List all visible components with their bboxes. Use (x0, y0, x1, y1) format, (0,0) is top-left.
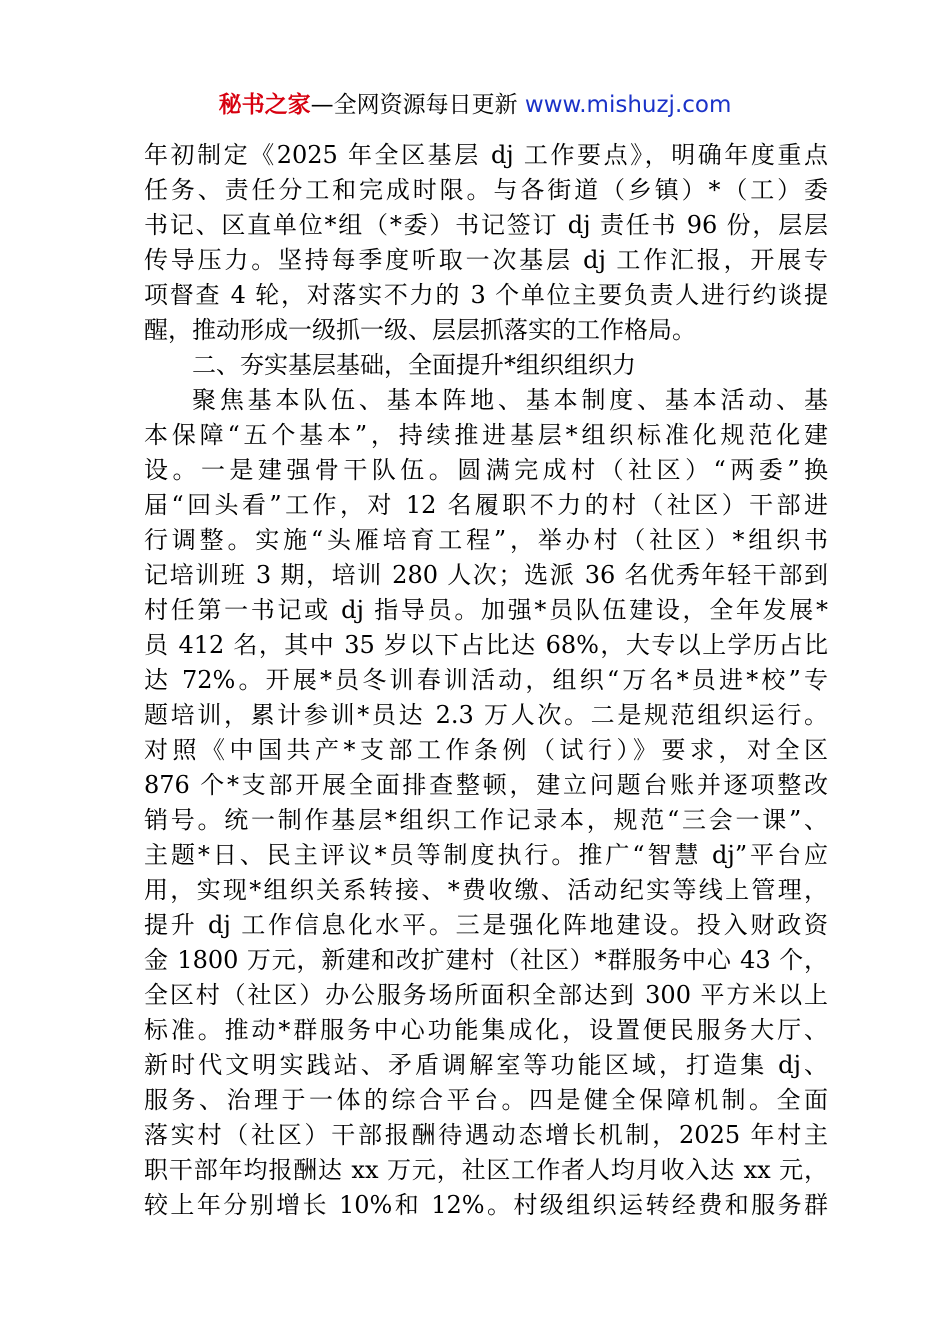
text-line: 服务、治理于一体的综合平台。四是健全保障机制。全面 (144, 1086, 828, 1114)
text-line: 职干部年均报酬达 xx 万元，社区工作者人均月收入达 xx 元， (144, 1156, 828, 1184)
text-line: 金 1800 万元，新建和改扩建村（社区）*群服务中心 43 个， (144, 946, 828, 974)
document-body (144, 138, 828, 1223)
text-line: 员 412 名，其中 35 岁以下占比达 68%，大专以上学历占比 (144, 631, 828, 659)
text-line: 村任第一书记或 dj 指导员。加强*员队伍建设，全年发展* (144, 596, 828, 624)
text-line: 提升 dj 工作信息化水平。三是强化阵地建设。投入财政资 (144, 911, 828, 939)
text-line: 设。一是建强骨干队伍。圆满完成村（社区）“两委”换 (144, 456, 828, 484)
text-line: 项督查 4 轮，对落实不力的 3 个单位主要负责人进行约谈提 (144, 281, 828, 309)
text-line: 本保障“五个基本”，持续推进基层*组织标准化规范化建 (144, 421, 828, 449)
text-line: 聚焦基本队伍、基本阵地、基本制度、基本活动、基 (192, 386, 828, 414)
site-url-link[interactable]: www.mishuzj.com (524, 92, 732, 118)
text-line: 876 个*支部开展全面排查整顿，建立问题台账并逐项整改 (144, 771, 828, 799)
text-line: 书记、区直单位*组（*委）书记签订 dj 责任书 96 份，层层 (144, 211, 828, 239)
text-line: 题培训，累计参训*员达 2.3 万人次。二是规范组织运行。 (144, 701, 828, 729)
text-line: 任务、责任分工和完成时限。与各街道（乡镇）*（工）委 (144, 176, 828, 204)
text-line: 落实村（社区）干部报酬待遇动态增长机制，2025 年村主 (144, 1121, 828, 1149)
text-line: 全区村（社区）办公服务场所面积全部达到 300 平方米以上 (144, 981, 828, 1009)
text-line: 传导压力。坚持每季度听取一次基层 dj 工作汇报，开展专 (144, 246, 828, 274)
text-line: 记培训班 3 期，培训 280 人次；选派 36 名优秀年轻干部到 (144, 561, 828, 589)
text-line: 醒，推动形成一级抓一级、层层抓落实的工作格局。 (144, 316, 696, 344)
text-line: 主题*日、民主评议*员等制度执行。推广“智慧 dj”平台应 (144, 841, 828, 869)
text-line: 新时代文明实践站、矛盾调解室等功能区域，打造集 dj、 (144, 1051, 828, 1079)
text-line: 达 72%。开展*员冬训春训活动，组织“万名*员进*校”专 (144, 666, 828, 694)
text-line: 较上年分别增长 10%和 12%。村级组织运转经费和服务群 (144, 1191, 828, 1219)
text-line: 销号。统一制作基层*组织工作记录本，规范“三会一课”、 (144, 806, 828, 834)
site-tagline: —全网资源每日更新 (310, 92, 525, 118)
text-line: 年初制定《2025 年全区基层 dj 工作要点》，明确年度重点 (144, 141, 828, 169)
site-header (0, 88, 950, 122)
site-brand: 秘书之家 (218, 92, 311, 118)
text-line: 行调整。实施“头雁培育工程”，举办村（社区）*组织书 (144, 526, 828, 554)
text-line: 标准。推动*群服务中心功能集成化，设置便民服务大厅、 (144, 1016, 828, 1044)
text-line: 用，实现*组织关系转接、*费收缴、活动纪实等线上管理， (144, 876, 828, 904)
section-heading: 二、夯实基层基础，全面提升*组织组织力 (192, 351, 636, 379)
text-line: 届“回头看”工作，对 12 名履职不力的村（社区）干部进 (144, 491, 828, 519)
text-line: 对照《中国共产*支部工作条例（试行）》要求，对全区 (144, 736, 828, 764)
